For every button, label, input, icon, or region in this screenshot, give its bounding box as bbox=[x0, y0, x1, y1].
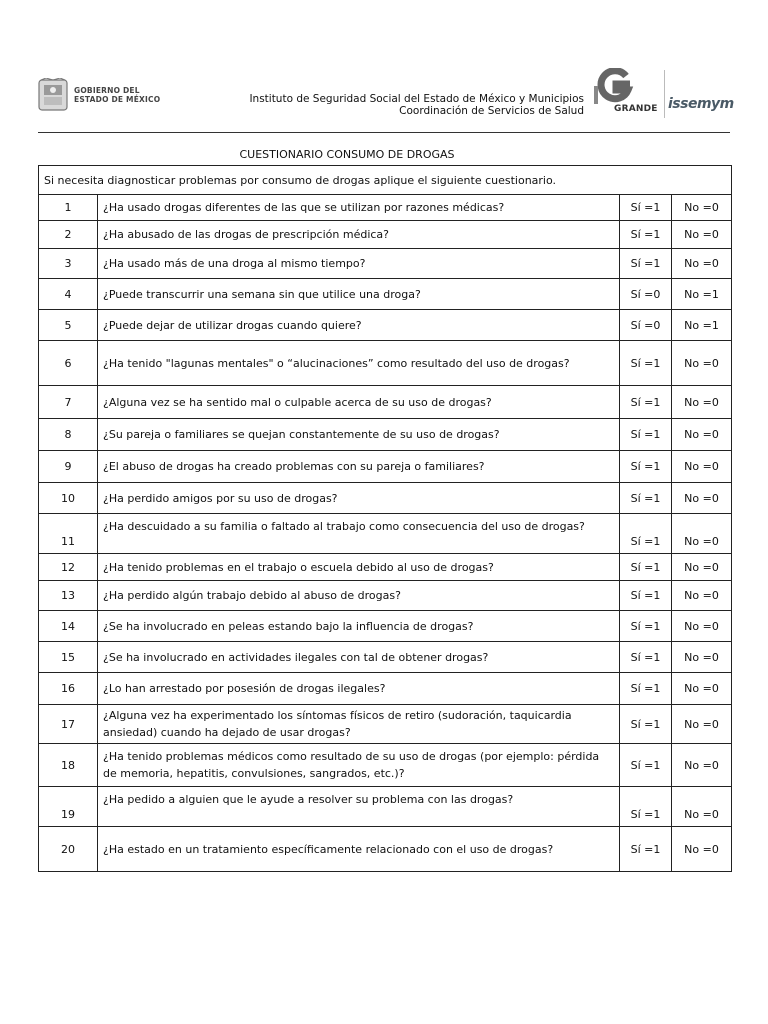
table-row bbox=[39, 673, 732, 705]
no-score: No =0 bbox=[672, 827, 732, 872]
yes-score: Sí =1 bbox=[620, 827, 672, 872]
table-row bbox=[39, 744, 732, 787]
question-text: ¿Ha abusado de las drogas de prescripción médica? bbox=[98, 221, 620, 249]
table-row bbox=[39, 451, 732, 483]
no-score: No =0 bbox=[672, 419, 732, 451]
yes-score: Sí =1 bbox=[620, 673, 672, 705]
logo-divider bbox=[664, 70, 665, 118]
government-logo-text: GOBIERNO DEL ESTADO DE MÉXICO bbox=[74, 86, 161, 104]
yes-score: Sí =1 bbox=[620, 249, 672, 279]
page-header bbox=[0, 0, 768, 135]
question-number: 1 bbox=[39, 195, 98, 221]
table-row bbox=[39, 310, 732, 341]
question-text: ¿Ha pedido a alguien que le ayude a resolver su problema con las drogas? bbox=[98, 787, 620, 827]
yes-score: Sí =1 bbox=[620, 642, 672, 673]
question-text: ¿Se ha involucrado en actividades ilegales con tal de obtener drogas? bbox=[98, 642, 620, 673]
question-number: 6 bbox=[39, 341, 98, 386]
institute-name bbox=[249, 93, 584, 117]
table-row bbox=[39, 611, 732, 642]
question-text: ¿Ha tenido problemas en el trabajo o escuela debido al uso de drogas? bbox=[98, 554, 620, 581]
question-number: 5 bbox=[39, 310, 98, 341]
no-score: No =0 bbox=[672, 341, 732, 386]
question-text: ¿Ha tenido "lagunas mentales" o “alucinaciones” como resultado del uso de drogas? bbox=[98, 341, 620, 386]
table-row bbox=[39, 419, 732, 451]
questionnaire-table bbox=[38, 165, 732, 872]
table-row bbox=[39, 279, 732, 310]
table-row bbox=[39, 642, 732, 673]
table-row bbox=[39, 705, 732, 744]
yes-score: Sí =1 bbox=[620, 744, 672, 787]
table-row bbox=[39, 221, 732, 249]
question-text: ¿Ha tenido problemas médicos como resultado de su uso de drogas (por ejemplo: pérdida de memoria, hepatitis, convulsiones, sangrados, etc.)? bbox=[98, 744, 620, 787]
table-row bbox=[39, 195, 732, 221]
yes-score: Sí =1 bbox=[620, 341, 672, 386]
no-score: No =0 bbox=[672, 611, 732, 642]
yes-score: Sí =1 bbox=[620, 611, 672, 642]
yes-score: Sí =1 bbox=[620, 451, 672, 483]
no-score: No =1 bbox=[672, 310, 732, 341]
table-row bbox=[39, 249, 732, 279]
question-text: ¿Lo han arrestado por posesión de drogas ilegales? bbox=[98, 673, 620, 705]
question-text: ¿Ha perdido algún trabajo debido al abuso de drogas? bbox=[98, 581, 620, 611]
no-score: No =0 bbox=[672, 642, 732, 673]
question-number: 13 bbox=[39, 581, 98, 611]
intro-text: Si necesita diagnosticar problemas por consumo de drogas aplique el siguiente cuestionario. bbox=[39, 166, 732, 195]
no-score: No =0 bbox=[672, 195, 732, 221]
question-number: 9 bbox=[39, 451, 98, 483]
question-number: 4 bbox=[39, 279, 98, 310]
no-score: No =0 bbox=[672, 249, 732, 279]
question-number: 18 bbox=[39, 744, 98, 787]
table-row bbox=[39, 483, 732, 514]
question-text: ¿Ha usado drogas diferentes de las que se utilizan por razones médicas? bbox=[98, 195, 620, 221]
yes-score: Sí =1 bbox=[620, 483, 672, 514]
grande-logo-text: GRANDE bbox=[614, 104, 658, 114]
question-text: ¿Puede dejar de utilizar drogas cuando quiere? bbox=[98, 310, 620, 341]
table-row bbox=[39, 341, 732, 386]
yes-score: Sí =0 bbox=[620, 279, 672, 310]
question-number: 10 bbox=[39, 483, 98, 514]
question-number: 19 bbox=[39, 787, 98, 827]
no-score: No =0 bbox=[672, 787, 732, 827]
table-row bbox=[39, 386, 732, 419]
question-text: ¿Ha estado en un tratamiento específicamente relacionado con el uso de drogas? bbox=[98, 827, 620, 872]
intro-row bbox=[39, 166, 732, 195]
question-text: ¿Se ha involucrado en peleas estando bajo la influencia de drogas? bbox=[98, 611, 620, 642]
grande-logo bbox=[586, 68, 660, 118]
question-text: ¿Ha descuidado a su familia o faltado al trabajo como consecuencia del uso de drogas? bbox=[98, 514, 620, 554]
g-logo-icon bbox=[594, 68, 634, 106]
yes-score: Sí =1 bbox=[620, 419, 672, 451]
table-row bbox=[39, 514, 732, 554]
no-score: No =0 bbox=[672, 581, 732, 611]
table-row bbox=[39, 554, 732, 581]
question-number: 20 bbox=[39, 827, 98, 872]
question-number: 14 bbox=[39, 611, 98, 642]
question-number: 3 bbox=[39, 249, 98, 279]
question-text: ¿El abuso de drogas ha creado problemas con su pareja o familiares? bbox=[98, 451, 620, 483]
question-text: ¿Su pareja o familiares se quejan constantemente de su uso de drogas? bbox=[98, 419, 620, 451]
yes-score: Sí =1 bbox=[620, 514, 672, 554]
question-text: ¿Ha usado más de una droga al mismo tiempo? bbox=[98, 249, 620, 279]
no-score: No =0 bbox=[672, 514, 732, 554]
no-score: No =1 bbox=[672, 279, 732, 310]
yes-score: Sí =1 bbox=[620, 554, 672, 581]
question-number: 11 bbox=[39, 514, 98, 554]
question-number: 16 bbox=[39, 673, 98, 705]
no-score: No =0 bbox=[672, 744, 732, 787]
yes-score: Sí =1 bbox=[620, 581, 672, 611]
no-score: No =0 bbox=[672, 221, 732, 249]
institute-line-1: Instituto de Seguridad Social del Estado de México y Municipios bbox=[249, 93, 584, 105]
table-row bbox=[39, 581, 732, 611]
yes-score: Sí =1 bbox=[620, 195, 672, 221]
question-number: 17 bbox=[39, 705, 98, 744]
yes-score: Sí =1 bbox=[620, 787, 672, 827]
question-number: 12 bbox=[39, 554, 98, 581]
no-score: No =0 bbox=[672, 386, 732, 419]
crest-icon bbox=[36, 78, 70, 112]
yes-score: Sí =0 bbox=[620, 310, 672, 341]
page-title: CUESTIONARIO CONSUMO DE DROGAS bbox=[239, 148, 455, 161]
no-score: No =0 bbox=[672, 451, 732, 483]
question-number: 2 bbox=[39, 221, 98, 249]
no-score: No =0 bbox=[672, 673, 732, 705]
no-score: No =0 bbox=[672, 483, 732, 514]
question-number: 7 bbox=[39, 386, 98, 419]
yes-score: Sí =1 bbox=[620, 705, 672, 744]
no-score: No =0 bbox=[672, 554, 732, 581]
question-text: ¿Ha perdido amigos por su uso de drogas? bbox=[98, 483, 620, 514]
institute-line-2: Coordinación de Servicios de Salud bbox=[399, 105, 584, 117]
question-text: ¿Puede transcurrir una semana sin que utilice una droga? bbox=[98, 279, 620, 310]
yes-score: Sí =1 bbox=[620, 386, 672, 419]
header-rule bbox=[38, 132, 730, 133]
question-number: 8 bbox=[39, 419, 98, 451]
yes-score: Sí =1 bbox=[620, 221, 672, 249]
no-score: No =0 bbox=[672, 705, 732, 744]
issemym-logo: issemym bbox=[668, 96, 734, 112]
question-number: 15 bbox=[39, 642, 98, 673]
question-text: ¿Alguna vez ha experimentado los síntomas físicos de retiro (sudoración, taquicardia ansiedad) cuando ha dejado de usar drogas? bbox=[98, 705, 620, 744]
question-text: ¿Alguna vez se ha sentido mal o culpable acerca de su uso de drogas? bbox=[98, 386, 620, 419]
government-logo bbox=[36, 78, 176, 114]
table-row bbox=[39, 827, 732, 872]
table-row bbox=[39, 787, 732, 827]
